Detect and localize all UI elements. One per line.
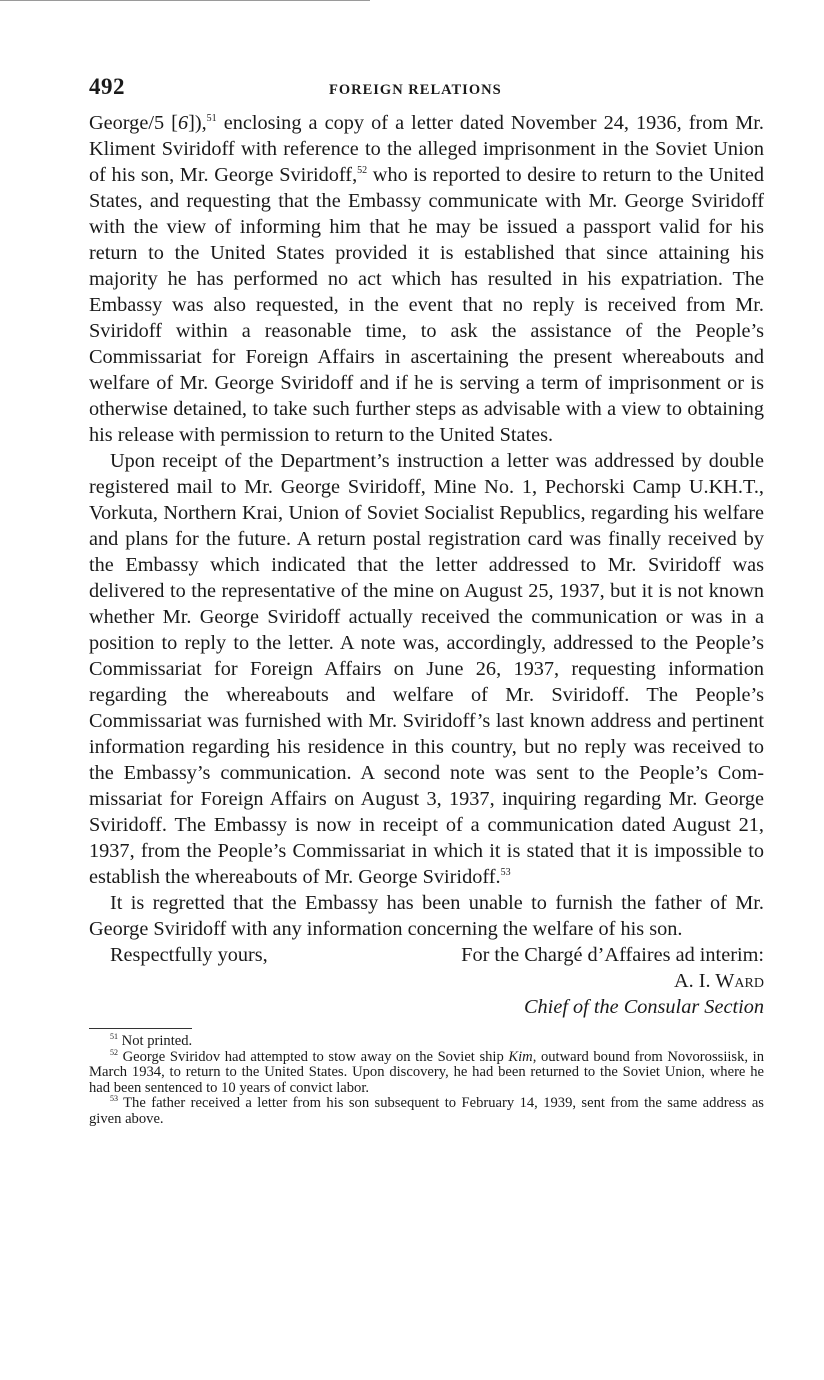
footnote-mark-52: 52: [110, 1047, 118, 1057]
signature-title: [461, 994, 764, 1020]
paragraph-1-italic: 6: [177, 112, 189, 134]
paragraph-1-text-a: George/5 [: [89, 112, 178, 134]
document-page: [89, 70, 764, 1127]
body-text: [89, 110, 764, 942]
paragraph-3: It is regretted that the Embassy has been unable to furnish the father of Mr. George Sviridoff with any information concerning the welfare of his son.: [89, 892, 764, 940]
top-edge-rule: [0, 0, 370, 1]
footnote-52-ship-name: Kim: [508, 1048, 533, 1065]
footnote-53-text: The father received a letter from his son subsequent to February 14, 1939, sent from the same address as given above.: [89, 1095, 764, 1127]
footnotes: [89, 1034, 764, 1127]
page-header: [89, 70, 764, 110]
paragraph-1-text-c: enclosing a copy of a letter dated November 24, 1936, from Mr. Kliment Sviridoff with reference to the alleged imprisonment in the Soviet Union of his son, Mr. George Sviridoff,: [89, 112, 764, 186]
paragraph-1: [89, 110, 764, 448]
footnote-ref-51: 51: [206, 113, 217, 124]
paragraph-1-text-d: who is reported to desire to return to the United States, and requesting that the Embassy communicate with Mr. George Sviridoff with the view of informing him that he may be issued a passport valid for his return to the United States provided it is established that since attaining his majority he has performed no act which has resulted in his expatriation. The Embassy was also requested, in the event that no reply is received from Mr. Sviridoff within a reasonable time, to ask the assistance of the People’s Commissariat for Foreign Affairs in ascertaining the present whereabouts and welfare of Mr. George Sviridoff and if he is serving a term of imprisonment or is otherwise detained, to take such further steps as advisable with a view to obtaining his release with permission to return to the United States.: [89, 164, 764, 446]
footnote-mark-51: 51: [110, 1032, 118, 1041]
signature-name: A. I. Ward: [673, 970, 764, 992]
running-head: FOREIGN RELATIONS: [329, 82, 502, 98]
salutation: Respectfully yours,: [110, 944, 268, 966]
footnote-52: [89, 1047, 764, 1097]
signature-block: [461, 942, 764, 1020]
page-number: 492: [89, 74, 125, 99]
signature-title-text: Chief of the Consular Section: [524, 996, 764, 1018]
footnote-divider: [89, 1028, 192, 1029]
footnote-mark-53: 53: [110, 1094, 118, 1103]
paragraph-2: [89, 448, 764, 890]
footnote-53: [89, 1096, 764, 1127]
footnote-51: [89, 1034, 764, 1050]
footnote-51-text: Not printed.: [118, 1033, 193, 1049]
paragraph-2-text: Upon receipt of the Department’s instruction a letter was addressed by double registered mail to Mr. George Sviridoff, Mine No. 1, Pechorski Camp U.KH.T., Vorkuta, Northern Krai, Union of Soviet Socialist Republics, regarding his welfare and plans for the future. A return postal registration card was finally received by the Embassy which indicated that the letter addressed to Mr. Sviridoff was delivered to the representative of the mine on August 25, 1937, but it is not known whether Mr. George Sviridoff actually received the communication or was in a position to reply to the letter. A note was, accordingly, addressed to the People’s Commissariat for Foreign Affairs on June 26, 1937, requesting information regarding the whereabouts and welfare of Mr. Sviridoff. The People’s Commissariat was furnished with Mr. Sviridoff’s last known address and pertinent information regarding his residence in this country, but no reply was received to the Embassy’s communication. A second note was sent to the People’s Commissariat for Foreign Affairs on August 3, 1937, inquiring regarding Mr. George Sviridoff. The Embassy is now in receipt of a communication dated August 21, 1937, from the People’s Commissariat in which it is stated that it is impossible to establish the whereabouts of Mr. George Sviridoff.: [89, 450, 764, 888]
letter-closing: [89, 942, 764, 1020]
footnote-ref-53: 53: [500, 867, 511, 878]
footnote-52-text-b: , outward bound from Novorossiisk, in March 1934, to return to the United States. Upon discovery, he had been returned to the Soviet Union, where he had been sentenced to 10 years of convict labor.: [89, 1048, 764, 1096]
for-charge-line: For the Chargé d’Affaires ad interim:: [461, 944, 764, 966]
paragraph-1-text-b: ]),: [188, 112, 207, 134]
footnote-52-text-a: George Sviridov had attempted to stow away on the Soviet ship: [118, 1048, 509, 1065]
footnote-ref-52: 52: [357, 165, 368, 176]
